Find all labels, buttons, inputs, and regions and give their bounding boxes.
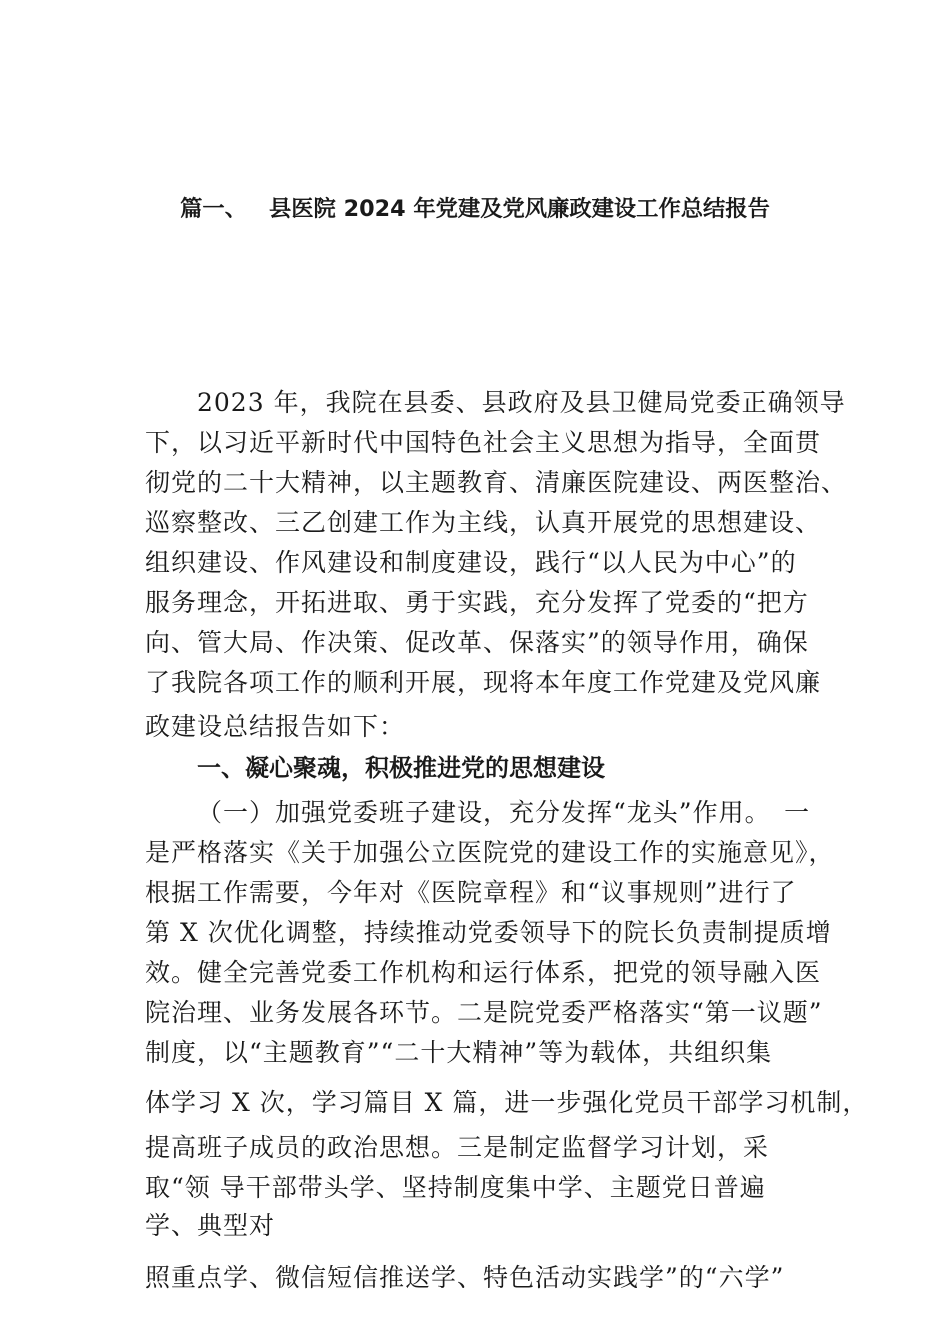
paragraph-line: 了我院各项工作的顺利开展，现将本年度工作党建及党风廉 xyxy=(145,668,822,697)
section-heading: 一、凝心聚魂，积极推进党的思想建设 xyxy=(197,754,605,782)
paragraph-line: 提高班子成员的政治思想。三是制定监督学习计划，采 xyxy=(145,1133,770,1162)
paragraph-line: 彻党的二十大精神，以主题教育、清廉医院建设、两医整治、 xyxy=(145,468,848,497)
paragraph-line: 第 X 次优化调整，持续推动党委领导下的院长负责制提质增 xyxy=(145,918,832,947)
document-title xyxy=(0,191,950,223)
paragraph-line: 政建设总结报告如下： xyxy=(145,712,406,741)
title-main: 县医院 2024 年党建及党风廉政建设工作总结报告 xyxy=(268,196,770,222)
paragraph-line: 巡察整改、三乙创建工作为主线，认真开展党的思想建设、 xyxy=(145,508,822,537)
paragraph-line: 下，以习近平新时代中国特色社会主义思想为指导，全面贯 xyxy=(145,428,822,457)
paragraph-line: 体学习 X 次，学习篇目 X 篇，进一步强化党员干部学习机制， xyxy=(145,1088,869,1117)
paragraph-line: 制度，以“主题教育”“二十大精神”等为载体，共组织集 xyxy=(145,1038,773,1067)
paragraph-line: 学、典型对 xyxy=(145,1211,276,1240)
paragraph-line: 取“领 导干部带头学、坚持制度集中学、主题党日普遍 xyxy=(145,1173,766,1202)
paragraph-line: （一）加强党委班子建设，充分发挥“龙头”作用。 一 xyxy=(197,798,811,827)
paragraph-line: 服务理念，开拓进取、勇于实践，充分发挥了党委的“把方 xyxy=(145,588,809,617)
paragraph-line: 根据工作需要，今年对《医院章程》和“议事规则”进行了 xyxy=(145,878,797,907)
paragraph-line: 2023 年，我院在县委、县政府及县卫健局党委正确领导 xyxy=(197,388,846,417)
paragraph-line: 是严格落实《关于加强公立医院党的建设工作的实施意见》， xyxy=(145,838,835,867)
title-prefix: 篇一、 xyxy=(180,196,247,222)
paragraph-line: 院治理、业务发展各环节。二是院党委严格落实“第一议题” xyxy=(145,998,823,1027)
paragraph-line: 组织建设、作风建设和制度建设，践行“以人民为中心”的 xyxy=(145,548,797,577)
paragraph-line: 向、管大局、作决策、促改革、保落实”的领导作用，确保 xyxy=(145,628,809,657)
paragraph-line: 照重点学、微信短信推送学、特色活动实践学”的“六学” xyxy=(145,1263,785,1292)
paragraph-line: 效。健全完善党委工作机构和运行体系，把党的领导融入医 xyxy=(145,958,822,987)
